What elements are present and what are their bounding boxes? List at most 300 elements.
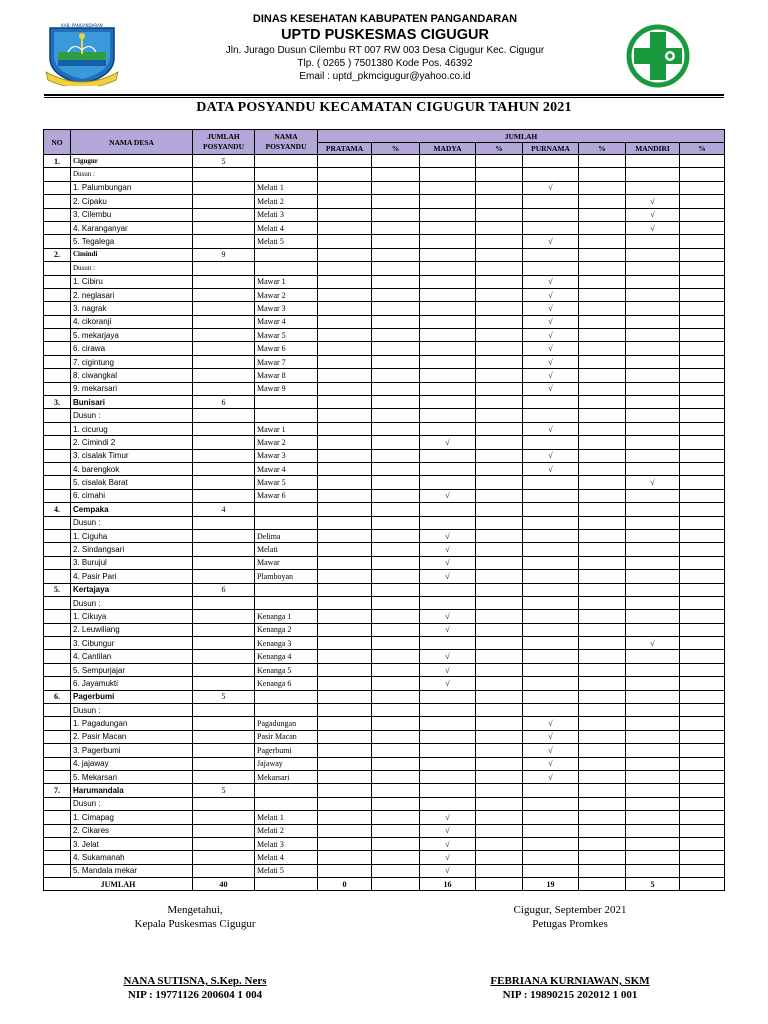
percent-cell	[476, 329, 523, 342]
percent-cell	[372, 757, 420, 770]
checkmark-icon: √	[650, 210, 655, 220]
percent-cell	[680, 770, 725, 783]
percent-cell	[476, 168, 523, 181]
row-number: 3.	[44, 396, 71, 409]
percent-cell	[476, 409, 523, 422]
percent-cell	[579, 851, 626, 864]
mandiri-cell	[626, 583, 680, 596]
bakti-husada-health-logo-icon	[626, 24, 690, 88]
percent-cell	[579, 355, 626, 368]
dusun-name: 4. Karanganyar	[71, 221, 193, 234]
madya-cell	[420, 275, 476, 288]
mandiri-cell	[626, 248, 680, 261]
checkmark-icon: √	[548, 237, 553, 247]
percent-cell	[372, 744, 420, 757]
mandiri-cell	[626, 811, 680, 824]
dusun-name: 3. cisalak Timur	[71, 449, 193, 462]
row-number	[44, 663, 71, 676]
row-number	[44, 770, 71, 783]
pratama-cell	[318, 449, 372, 462]
madya-cell	[420, 637, 476, 650]
checkmark-icon: √	[548, 424, 553, 434]
madya-cell	[420, 248, 476, 261]
officer-name: FEBRIANA KURNIAWAN, SKM	[490, 975, 650, 987]
percent-cell	[680, 824, 725, 837]
percent-cell	[476, 837, 523, 850]
pratama-cell	[318, 355, 372, 368]
mandiri-cell	[626, 288, 680, 301]
posyandu-count	[193, 824, 255, 837]
madya-cell	[420, 449, 476, 462]
checkmark-icon: √	[548, 759, 553, 769]
posyandu-name: Mawar 2	[255, 288, 318, 301]
posyandu-count	[193, 717, 255, 730]
percent-cell	[579, 556, 626, 569]
purnama-cell	[523, 516, 579, 529]
pratama-cell	[318, 596, 372, 609]
pratama-cell	[318, 342, 372, 355]
percent-cell	[476, 476, 523, 489]
total-madya: 16	[420, 878, 476, 891]
dusun-name: 5. Tegalega	[71, 235, 193, 248]
mandiri-cell	[626, 623, 680, 636]
mandiri-cell	[626, 543, 680, 556]
percent-cell	[372, 288, 420, 301]
posyandu-count	[193, 181, 255, 194]
posyandu-name	[255, 155, 318, 168]
percent-cell	[372, 449, 420, 462]
purnama-cell	[523, 663, 579, 676]
posyandu-count	[193, 663, 255, 676]
percent-cell	[579, 221, 626, 234]
checkmark-icon: √	[445, 853, 450, 862]
percent-cell	[680, 610, 725, 623]
dusun-name: 4. Pasir Pari	[71, 570, 193, 583]
row-number	[44, 529, 71, 542]
purnama-cell	[523, 503, 579, 516]
checkmark-icon: √	[445, 839, 450, 849]
percent-cell	[476, 596, 523, 609]
percent-cell	[579, 489, 626, 502]
purnama-cell	[523, 462, 579, 475]
checkmark-icon: √	[445, 826, 450, 836]
percent-cell	[579, 382, 626, 395]
row-number	[44, 824, 71, 837]
madya-cell	[420, 824, 476, 837]
table-row	[44, 449, 725, 462]
mandiri-cell	[626, 596, 680, 609]
percent-cell	[579, 864, 626, 877]
madya-cell	[420, 155, 476, 168]
posyandu-name	[255, 396, 318, 409]
percent-cell	[372, 543, 420, 556]
dusun-name: Dusun :	[71, 409, 193, 422]
row-number	[44, 797, 71, 810]
madya-cell	[420, 181, 476, 194]
posyandu-name: Melati 1	[255, 811, 318, 824]
purnama-cell	[523, 422, 579, 435]
madya-cell	[420, 623, 476, 636]
madya-cell	[420, 757, 476, 770]
posyandu-name	[255, 262, 318, 275]
mandiri-cell	[626, 489, 680, 502]
row-number	[44, 744, 71, 757]
percent-cell	[680, 596, 725, 609]
mandiri-cell	[626, 409, 680, 422]
purnama-cell	[523, 168, 579, 181]
table-row	[44, 195, 725, 208]
checkmark-icon: √	[548, 451, 553, 461]
checkmark-icon: √	[548, 745, 553, 755]
checkmark-icon: √	[548, 330, 553, 340]
checkmark-icon: √	[445, 558, 450, 568]
posyandu-name: Melati	[255, 543, 318, 556]
madya-cell	[420, 262, 476, 275]
row-number	[44, 637, 71, 650]
mandiri-cell	[626, 262, 680, 275]
posyandu-name	[255, 583, 318, 596]
purnama-cell	[523, 677, 579, 690]
posyandu-count	[193, 315, 255, 328]
posyandu-name: Kenanga 1	[255, 610, 318, 623]
pratama-cell	[318, 730, 372, 743]
place-date: Cigugur, September 2021	[513, 904, 627, 916]
purnama-cell	[523, 596, 579, 609]
pratama-cell	[318, 503, 372, 516]
pratama-cell	[318, 824, 372, 837]
percent-cell	[476, 262, 523, 275]
document-title: DATA POSYANDU KECAMATAN CIGUGUR TAHUN 2021	[196, 100, 572, 115]
dusun-name: 2. Cipaku	[71, 195, 193, 208]
phone: Tlp. ( 0265 ) 7501380 Kode Pos. 46392	[297, 58, 473, 69]
table-row	[44, 181, 725, 194]
percent-cell	[680, 744, 725, 757]
percent-cell	[372, 690, 420, 703]
posyandu-name	[255, 704, 318, 717]
table-row	[44, 570, 725, 583]
posyandu-count	[193, 329, 255, 342]
col-no-header: NO	[44, 130, 71, 155]
posyandu-name: Melati 5	[255, 235, 318, 248]
pratama-cell	[318, 195, 372, 208]
posyandu-count: 5	[193, 155, 255, 168]
posyandu-count	[193, 516, 255, 529]
posyandu-count	[193, 730, 255, 743]
table-row	[44, 436, 725, 449]
dusun-label-row	[44, 262, 725, 275]
percent-cell	[579, 275, 626, 288]
posyandu-name: Pagadungan	[255, 717, 318, 730]
pratama-cell	[318, 476, 372, 489]
mandiri-cell	[626, 704, 680, 717]
posyandu-name: Kenanga 6	[255, 677, 318, 690]
madya-cell	[420, 610, 476, 623]
row-number	[44, 516, 71, 529]
mandiri-cell	[626, 382, 680, 395]
dusun-label-row	[44, 704, 725, 717]
table-row	[44, 650, 725, 663]
purnama-cell	[523, 208, 579, 221]
dusun-name: 6. Jayamukti	[71, 677, 193, 690]
posyandu-name: Mawar 7	[255, 355, 318, 368]
madya-cell	[420, 744, 476, 757]
percent-cell	[476, 302, 523, 315]
madya-cell	[420, 556, 476, 569]
madya-cell	[420, 797, 476, 810]
posyandu-name: Mawar 5	[255, 476, 318, 489]
col-jumlah-posyandu-header: JUMLAH POSYANDU	[193, 130, 255, 155]
table-row	[44, 623, 725, 636]
table-row	[44, 422, 725, 435]
table-row	[44, 851, 725, 864]
percent-cell	[680, 489, 725, 502]
percent-cell	[476, 543, 523, 556]
table-row	[44, 221, 725, 234]
dusun-name: 2. Pasir Macan	[71, 730, 193, 743]
percent-cell	[476, 248, 523, 261]
village-name: Cempaka	[71, 503, 193, 516]
percent-cell	[680, 851, 725, 864]
mandiri-cell	[626, 235, 680, 248]
percent-cell	[579, 784, 626, 797]
posyandu-count	[193, 851, 255, 864]
row-number	[44, 208, 71, 221]
madya-cell	[420, 396, 476, 409]
percent-cell	[476, 824, 523, 837]
pratama-cell	[318, 235, 372, 248]
checkmark-icon: √	[445, 665, 450, 675]
percent-cell	[680, 409, 725, 422]
mandiri-cell	[626, 650, 680, 663]
purnama-cell	[523, 623, 579, 636]
percent-cell	[579, 650, 626, 663]
mandiri-cell	[626, 516, 680, 529]
row-number: 1.	[44, 155, 71, 168]
pratama-cell	[318, 516, 372, 529]
posyandu-count: 6	[193, 583, 255, 596]
posyandu-name: Mawar 4	[255, 315, 318, 328]
pratama-cell	[318, 744, 372, 757]
posyandu-count	[193, 757, 255, 770]
row-number: 2.	[44, 248, 71, 261]
percent-cell	[579, 329, 626, 342]
percent-cell	[372, 811, 420, 824]
posyandu-table	[43, 129, 725, 891]
percent-cell	[476, 235, 523, 248]
dusun-name: 5. mekarjaya	[71, 329, 193, 342]
percent-cell	[372, 342, 420, 355]
posyandu-count	[193, 529, 255, 542]
purnama-cell	[523, 811, 579, 824]
percent-cell	[680, 168, 725, 181]
posyandu-name	[255, 168, 318, 181]
village-name: Harumandala	[71, 784, 193, 797]
col-purnama-header: PURNAMA	[523, 143, 579, 155]
percent-cell	[372, 730, 420, 743]
pratama-cell	[318, 181, 372, 194]
percent-cell	[579, 168, 626, 181]
percent-cell	[476, 610, 523, 623]
row-number	[44, 288, 71, 301]
posyandu-name: Mawar	[255, 556, 318, 569]
row-number	[44, 837, 71, 850]
posyandu-name	[255, 516, 318, 529]
purnama-cell	[523, 369, 579, 382]
pratama-cell	[318, 329, 372, 342]
village-row	[44, 690, 725, 703]
svg-text:KAB. PANGANDARAN: KAB. PANGANDARAN	[61, 22, 103, 28]
dusun-name: 1. Cimapag	[71, 811, 193, 824]
posyandu-count	[193, 650, 255, 663]
dusun-label-row	[44, 596, 725, 609]
percent-cell	[579, 396, 626, 409]
purnama-cell	[523, 543, 579, 556]
mandiri-cell	[626, 837, 680, 850]
percent-cell	[372, 315, 420, 328]
dusun-name: 5. Mekarsari	[71, 770, 193, 783]
percent-cell	[579, 302, 626, 315]
percent-cell	[372, 837, 420, 850]
percent-cell	[680, 262, 725, 275]
mandiri-cell	[626, 570, 680, 583]
percent-cell	[579, 663, 626, 676]
pratama-cell	[318, 623, 372, 636]
percent-cell	[476, 221, 523, 234]
pratama-cell	[318, 369, 372, 382]
madya-cell	[420, 302, 476, 315]
table-row	[44, 543, 725, 556]
pratama-cell	[318, 570, 372, 583]
col-pratama-pct-header: %	[372, 143, 420, 155]
total-pratama: 0	[318, 878, 372, 891]
posyandu-count	[193, 369, 255, 382]
dusun-name: 5. cisalak Barat	[71, 476, 193, 489]
purnama-cell	[523, 757, 579, 770]
percent-cell	[372, 248, 420, 261]
pratama-cell	[318, 462, 372, 475]
madya-cell	[420, 168, 476, 181]
posyandu-count	[193, 677, 255, 690]
percent-cell	[579, 811, 626, 824]
pratama-cell	[318, 422, 372, 435]
village-name: Kertajaya	[71, 583, 193, 596]
dusun-name: Dusun :	[71, 704, 193, 717]
row-number	[44, 329, 71, 342]
table-row	[44, 275, 725, 288]
pratama-cell	[318, 851, 372, 864]
row-number: 6.	[44, 690, 71, 703]
percent-cell	[476, 382, 523, 395]
percent-cell	[476, 529, 523, 542]
checkmark-icon: √	[445, 571, 450, 581]
dusun-name: 4. Cantilan	[71, 650, 193, 663]
acknowledged-label: Mengetahui,	[167, 904, 223, 916]
purnama-cell	[523, 195, 579, 208]
madya-cell	[420, 770, 476, 783]
madya-cell	[420, 717, 476, 730]
purnama-cell	[523, 382, 579, 395]
pratama-cell	[318, 797, 372, 810]
pratama-cell	[318, 436, 372, 449]
posyandu-count	[193, 770, 255, 783]
officer-nip: NIP : 19890215 202012 1 001	[502, 989, 638, 1001]
pratama-cell	[318, 583, 372, 596]
row-number	[44, 543, 71, 556]
checkmark-icon: √	[445, 491, 450, 501]
posyandu-name	[255, 690, 318, 703]
village-row	[44, 248, 725, 261]
row-number	[44, 610, 71, 623]
percent-cell	[372, 770, 420, 783]
madya-cell	[420, 221, 476, 234]
dusun-label-row	[44, 409, 725, 422]
pratama-cell	[318, 409, 372, 422]
percent-cell	[476, 583, 523, 596]
row-number	[44, 168, 71, 181]
madya-cell	[420, 677, 476, 690]
percent-cell	[680, 797, 725, 810]
row-number	[44, 181, 71, 194]
madya-cell	[420, 315, 476, 328]
posyandu-name: Kenanga 2	[255, 623, 318, 636]
percent-cell	[476, 623, 523, 636]
mandiri-cell	[626, 824, 680, 837]
mandiri-cell	[626, 730, 680, 743]
percent-cell	[476, 275, 523, 288]
percent-cell	[680, 583, 725, 596]
percent-cell	[680, 248, 725, 261]
posyandu-name	[255, 503, 318, 516]
row-number	[44, 476, 71, 489]
madya-cell	[420, 529, 476, 542]
percent-cell	[579, 422, 626, 435]
mandiri-cell	[626, 155, 680, 168]
percent-cell	[372, 208, 420, 221]
percent-cell	[372, 476, 420, 489]
checkmark-icon: √	[548, 277, 553, 287]
dusun-name: 5. Mandala mekar	[71, 864, 193, 877]
posyandu-name: Mawar 5	[255, 329, 318, 342]
percent-cell	[579, 409, 626, 422]
posyandu-name: Delima	[255, 529, 318, 542]
percent-cell	[372, 637, 420, 650]
dusun-name: Dusun :	[71, 596, 193, 609]
pratama-cell	[318, 784, 372, 797]
purnama-cell	[523, 449, 579, 462]
table-row	[44, 744, 725, 757]
total-label: JUMLAH	[44, 878, 193, 891]
pratama-cell	[318, 529, 372, 542]
mandiri-cell	[626, 208, 680, 221]
mandiri-cell	[626, 503, 680, 516]
letterhead-divider	[44, 94, 724, 98]
madya-cell	[420, 583, 476, 596]
dusun-name: 4. barengkok	[71, 462, 193, 475]
purnama-cell	[523, 637, 579, 650]
madya-cell	[420, 690, 476, 703]
mandiri-cell	[626, 529, 680, 542]
posyandu-count	[193, 409, 255, 422]
mandiri-cell	[626, 422, 680, 435]
village-row	[44, 503, 725, 516]
percent-cell	[372, 583, 420, 596]
mandiri-cell	[626, 168, 680, 181]
madya-cell	[420, 195, 476, 208]
dusun-name: 3. Cibungur	[71, 637, 193, 650]
pratama-cell	[318, 302, 372, 315]
madya-cell	[420, 851, 476, 864]
col-purnama-pct-header: %	[579, 143, 626, 155]
